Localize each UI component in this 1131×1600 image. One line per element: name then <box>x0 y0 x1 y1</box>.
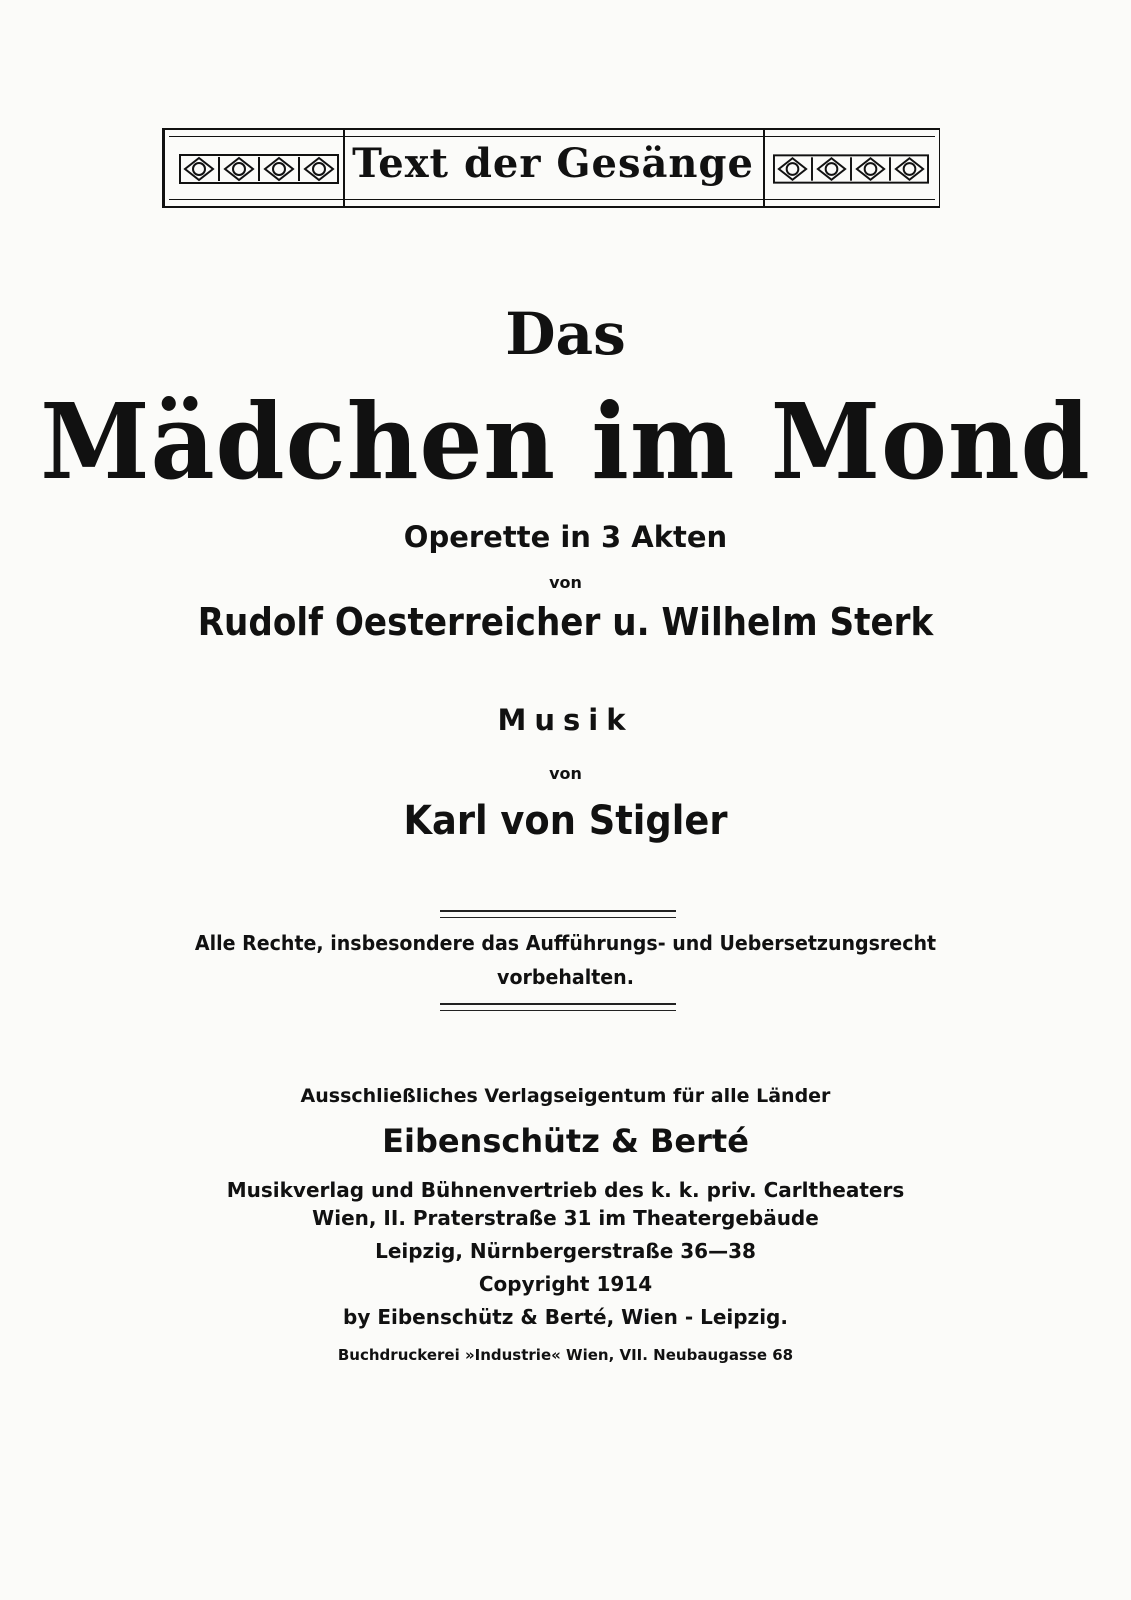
authors: Rudolf Oesterreicher u. Wilhelm Sterk <box>197 600 934 644</box>
publisher-address <box>0 1176 1131 1232</box>
ornament-left-icon <box>179 154 339 184</box>
header-divider-left <box>343 130 345 206</box>
copyright-holder: by Eibenschütz & Berté, Wien - Leipzig. <box>343 1305 788 1329</box>
rights-line-1: Alle Rechte, insbesondere das Aufführungs- und Uebersetzungsrecht <box>194 931 937 955</box>
by-label-composer: von <box>549 764 582 783</box>
music-label: Musik <box>497 703 634 737</box>
header-title: Text der Gesänge <box>352 140 754 187</box>
subtitle: Operette in 3 Akten <box>403 520 728 554</box>
rights-line-2: vorbehalten. <box>497 965 634 989</box>
composer: Karl von Stigler <box>403 798 728 844</box>
printer-imprint: Buchdruckerei »Industrie« Wien, VII. Neubaugasse 68 <box>337 1346 794 1364</box>
main-title: Mädchen im Mond <box>40 380 1091 503</box>
by-label-authors: von <box>549 573 582 592</box>
ornament-right-icon <box>773 154 929 184</box>
divider-bottom <box>440 1003 676 1011</box>
header-frame <box>162 128 940 208</box>
publisher-line-2: Wien, II. Praterstraße 31 im Theatergebäude <box>312 1206 819 1230</box>
rights-notice <box>28 926 1102 994</box>
publisher-note: Ausschließliches Verlagseigentum für alle Länder <box>300 1085 831 1107</box>
publisher-name: Eibenschütz & Berté <box>382 1122 749 1160</box>
header-divider-right <box>763 130 765 206</box>
copyright-line: Copyright 1914 <box>478 1272 653 1296</box>
divider-top <box>440 910 676 918</box>
publisher-line-3: Leipzig, Nürnbergerstraße 36—38 <box>375 1239 756 1263</box>
title-article: Das <box>505 300 626 368</box>
publisher-line-1: Musikverlag und Bühnenvertrieb des k. k. priv. Carltheaters <box>226 1178 905 1202</box>
